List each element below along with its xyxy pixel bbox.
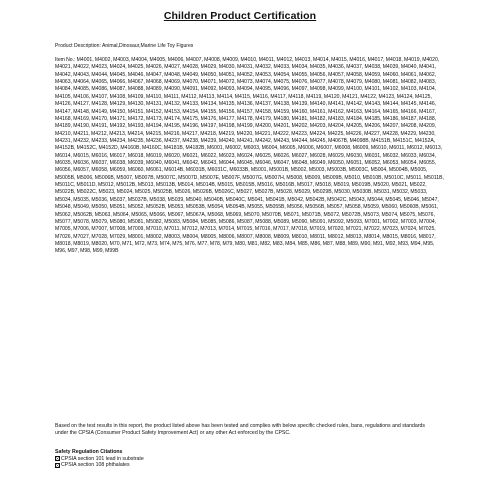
compliance-statement: Based on the test results in this report, the product listed above has been tested and complies with below specific checked rules, bans, regulations and standards under the CPSIA (Consumer Product Safety Improvement Act) or any other Act enforced by the CPSC. xyxy=(55,423,425,437)
regulation-row xyxy=(55,456,355,463)
regulation-label: CPSIA section 101 lead in substrate xyxy=(61,455,144,462)
regulation-row xyxy=(55,462,355,469)
page-title: Children Product Certification xyxy=(163,10,317,22)
safety-regulations-section xyxy=(55,449,355,469)
item-numbers-list: Item No.: M4001, M4002, M4003, M4004, M4005, M4006, M4007, M4008, M4009, M4010, M4011, M4012, M4013, M4014, M4015, M4016, M4017, M4018, M4019, M4020, M4021, M4022, M4023, M4024, M4025, M4026, M4027, M4028, M4029, M4030, M4031, M4032, M4033, M4034, M4035, M4036, M4037, M4038, M4039, M4040, M4041, M4042, M4043, M4044, M4045, M4046, M4047, M4048, M4049, M4050, M4051, M4052, M4053, M4054, M4055, M4056, M4057, M4058, M4059, M4060, M4061, M4062, M4063, M4064, M4065, M4066, M4067, M4068, M4069, M4070, M4071, M4072, M4073, M4074, M4075, M4076, M4077, M4078, M4079, M4080, M4081, M4082, M4083, M4084, M4085, M4086, M4087, M4088, M4089, M4090, M4091, M4092, M4093, M4094, M4095, M4096, M4097, M4098, M4099, M4100, M4101, M4102, M4103, M4104, M4105, M4106, M4107, M4108, M4109, M4110, M4111, M4112, M4113, M4114, M4115, M4116, M4117, M4118, M4119, M4120, M4121, M4122, M4123, M4124, M4125, M4126, M4127, M4128, M4129, M4130, M4131, M4132, M4133, M4134, M4135, M4136, M4137, M4138, M4139, M4140, M4141, M4142, M4143, M4144, M4145, M4146, M4147, M4148, M4149, M4150, M4151, M4152, M4153, M4154, M4155, M4156, M4157, M4158, M4159, M4160, M4161, M4162, M4163, M4164, M4165, M4166, M4167, M4168, M4169, M4170, M4171, M4172, M4173, M4174, M4175, M4176, M4177, M4178, M4179, M4180, M4181, M4182, M4183, M4184, M4185, M4186, M4187, M4188, M4189, M4190, M4191, M4192, M4193, M4194, M4195, M4196, M4197, M4198, M4199, M4200, M4201, M4202, M4203, M4204, M4205, M4206, M4207, M4208, M4209, M4210, M4211, M4212, M4213, M4214, M4215, M4216, M4217, M4218, M4219, M4220, M4221, M4222, M4223, M4224, M4225, M4226, M4227, M4228, M4229, M4230, M4231, M4232, M4233, M4234, M4235, M4236, M4237, M4238, M4239, M4240, M4241, M4242, M4243, M4244, M4245, M4067B, M4098B, M4151B, M4151C, M4152A, M4152B, M4152C, M4152D, M4160B, M4160C, M4181B, M4182B, M6001, M6002, M6003, M6004, M6005, M6006, M6007, M6008, M6009, M6010, M6011, M6012, M6013, M6014, M6015, M6016, M6017, M6018, M6019, M6020, M6021, M6022, M6023, M6024, M6025, M6026, M6027, M6028, M6029, M6030, M6031, M6032, M6033, M6034, M6035, M6036, M6037, M6038, M6039, M6040, M6041, M6042, M6043, M6044, M6045, M6046, M6047, M6048, M6049, M6050, M6051, M6052, M6053, M6054, M6055, M6056, M6057, M6058, M6059, M6060, M6061, M6014B, M6031B, M6031C, M6033B, M5001, M5001B, M5002, M5003, M5003B, M5003C, M5004, M5004B, M5005, M5005B, M5006, M5006B, M5007, M5007B, M5007C, M5007D, M5007E, M5007F, M5007G, M5007H, M5008, M5009, M5009B, M5010, M5010B, M5010C, M5011, M5011B, M5011C, M5011D, M5012, M5012B, M5013, M5013B, M5014, M5014B, M5015, M5015B, M5016, M5016B, M5017, M5018, M5019, M5019B, M5020, M5021, M5022, M5022B, M5022C, M5023, M5024, M5025, M5025B, M5026, M5026B, M5026C, M5027, M5027B, M5028, M5029, M5029B, M5030, M5030B, M5031, M5032, M5033, M5034, M5035, M5036, M5037, M5037B, M5038, M5039, M5040, M5040B, M5040C, M5041, M5041B, M5042, M5042B, M5042C, M5043, M5044, M5045, M5046, M5047, M5048, M5049, M5050, M5051, M5052, M5052B, M5053, M5053B, M5054, M5054B, M5055, M5055B, M5056, M5056B, M5057, M5058, M5059, M5060, M5060B, M5061, M5062, M5062B, M5063, M5064, M5065, M5066, M5067, M5067A, M5068, M5069, M5070, M5070B, M5071, M5071B, M5072, M5072B, M5073, M5074, M5075, M5076, M5077, M5078, M5079, M5080, M5081, M5082, M5083, M5084, M5085, M5086, M5087, M5088, M5089, M5090, M5091, M5092, M5093, M7001, M7002, M7003, M7004, M7005, M7006, M7007, M7008, M7009, M7010, M7011, M7012, M7013, M7014, M7015, M7016, M7017, M7018, M7019, M7020, M7021, M7022, M7023, M7024, M7025, M7026, M7027, M7028, M7029, M8001, M8002, M8003, M8004, M8005, M8006, M8007, M8008, M8009, M8010, M8011, M8012, M8013, M8014, M8015, M8016, M8017, M8018, M8019, M8020, M70, M71, M72, M73, M74, M75, M76, M77, M78, M79, M80, M81, M82, M83, M84, M85, M86, M87, M88, M89, M90, M91, M92, M93, M94, M95, M96, M97, M98, M99, M99B xyxy=(55,57,444,255)
regulation-label: CPSIA section 108 phthalates xyxy=(61,462,130,469)
checked-checkbox-icon xyxy=(55,463,60,468)
regulations-heading: Safety Regulation Citations xyxy=(55,449,123,455)
checked-checkbox-icon xyxy=(55,456,60,461)
product-description: Product Description: Animal,Dinosaur,Marine Life Toy Figures xyxy=(55,43,194,49)
